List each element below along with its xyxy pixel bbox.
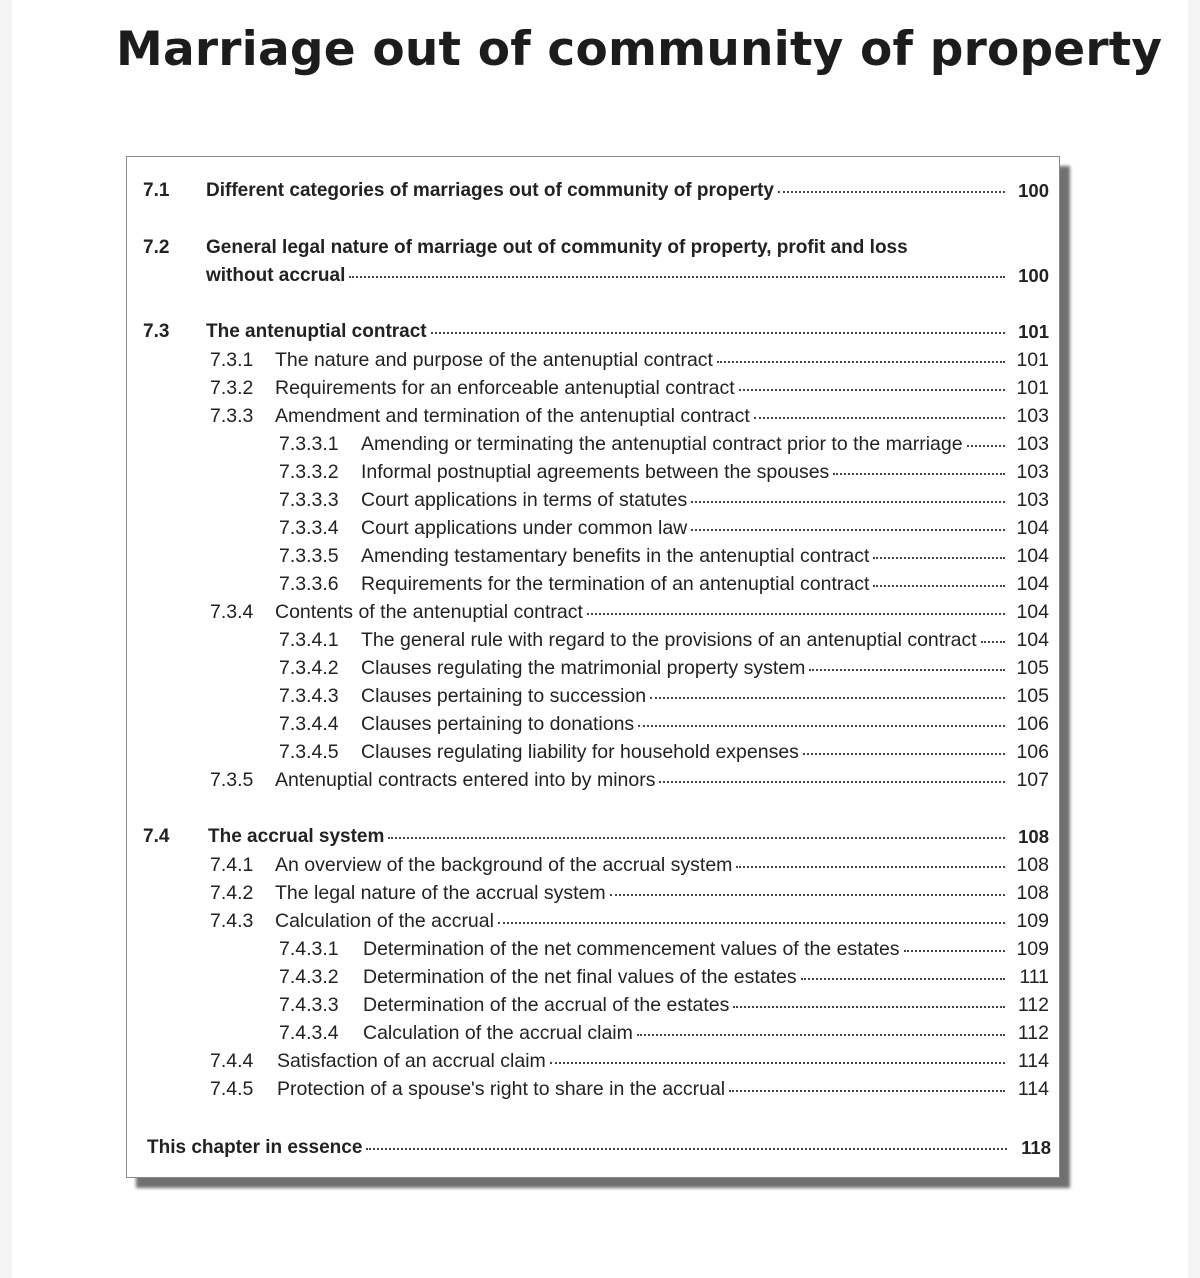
toc-number: 7.4.3.2 bbox=[279, 966, 339, 988]
toc-text: Determination of the net commencement values of the estates bbox=[363, 938, 900, 960]
toc-text: Requirements for the termination of an antenuptial contract bbox=[361, 573, 870, 595]
toc-page: 101 bbox=[1018, 321, 1049, 342]
toc-leader bbox=[206, 262, 1007, 290]
toc-leader bbox=[361, 738, 1007, 766]
toc-leader bbox=[361, 654, 1007, 682]
toc-leader bbox=[275, 598, 1007, 626]
toc-text: Satisfaction of an accrual claim bbox=[277, 1050, 546, 1072]
toc-page: 103 bbox=[1016, 461, 1049, 483]
toc-number: 7.3.4 bbox=[210, 601, 254, 623]
toc-number: 7.4.1 bbox=[210, 854, 254, 876]
toc-text: Amendment and termination of the antenuptial contract bbox=[275, 405, 750, 427]
toc-number: 7.3.3.5 bbox=[279, 545, 339, 567]
toc-number: 7.4.3.1 bbox=[279, 938, 339, 960]
toc-number: 7.3.3.4 bbox=[279, 517, 339, 539]
toc-text: Contents of the antenuptial contract bbox=[275, 601, 583, 623]
toc-number: 7.3.4.2 bbox=[279, 657, 339, 679]
toc-number: 7.4.2 bbox=[210, 882, 254, 904]
toc-leader bbox=[361, 514, 1007, 542]
toc-text: Antenuptial contracts entered into by minors bbox=[275, 769, 656, 791]
toc-page: 100 bbox=[1018, 265, 1049, 286]
toc-leader bbox=[361, 486, 1007, 514]
toc-text: Determination of the accrual of the estates bbox=[363, 994, 730, 1016]
toc-page: 104 bbox=[1016, 573, 1049, 595]
toc-page: 107 bbox=[1016, 769, 1049, 791]
toc-page: 101 bbox=[1016, 377, 1049, 399]
toc-page: 101 bbox=[1016, 349, 1049, 371]
toc-leader bbox=[147, 1134, 1009, 1162]
toc-text: Clauses regulating liability for household expenses bbox=[361, 741, 799, 763]
toc-leader bbox=[275, 402, 1007, 430]
toc-page: 108 bbox=[1016, 882, 1049, 904]
toc-text: Clauses pertaining to succession bbox=[361, 685, 647, 707]
toc-leader bbox=[275, 766, 1007, 794]
toc-page: 104 bbox=[1016, 601, 1049, 623]
toc-page: 112 bbox=[1017, 1022, 1049, 1044]
toc-page: 103 bbox=[1016, 433, 1049, 455]
toc-page: 108 bbox=[1018, 826, 1049, 847]
toc-leader bbox=[277, 1075, 1007, 1103]
toc-page: 104 bbox=[1016, 517, 1049, 539]
toc-leader bbox=[361, 458, 1007, 486]
toc-text: Requirements for an enforceable antenuptial contract bbox=[275, 377, 735, 399]
toc-number: 7.3.4.3 bbox=[279, 685, 339, 707]
toc-page: 109 bbox=[1016, 938, 1049, 960]
toc-number: 7.3.4.4 bbox=[279, 713, 339, 735]
toc-page: 104 bbox=[1016, 545, 1049, 567]
toc-number: 7.3.3.6 bbox=[279, 573, 339, 595]
toc-text: An overview of the background of the accrual system bbox=[275, 854, 733, 876]
toc-text: Clauses regulating the matrimonial property system bbox=[361, 657, 806, 679]
toc-text: Court applications in terms of statutes bbox=[361, 489, 688, 511]
toc-page: 112 bbox=[1017, 994, 1049, 1016]
toc-number: 7.3.2 bbox=[210, 377, 254, 399]
toc-page: 118 bbox=[1021, 1137, 1051, 1158]
toc-leader bbox=[363, 935, 1007, 963]
toc-number: 7.1 bbox=[143, 180, 170, 201]
toc-page: 114 bbox=[1017, 1078, 1049, 1100]
toc-leader bbox=[361, 626, 1007, 654]
toc-page: 105 bbox=[1016, 657, 1049, 679]
toc-leader bbox=[275, 346, 1007, 374]
toc-number: 7.4.4 bbox=[210, 1050, 254, 1072]
toc-number: 7.2 bbox=[143, 237, 170, 258]
toc-number: 7.3.1 bbox=[210, 349, 254, 371]
toc-page: 106 bbox=[1016, 713, 1049, 735]
toc-number: 7.3.4.5 bbox=[279, 741, 339, 763]
toc-text: Calculation of the accrual claim bbox=[363, 1022, 633, 1044]
toc-page: 108 bbox=[1016, 854, 1049, 876]
toc-leader bbox=[361, 710, 1007, 738]
table-of-contents bbox=[126, 156, 1060, 1178]
toc-page: 103 bbox=[1016, 405, 1049, 427]
toc-page: 114 bbox=[1017, 1050, 1049, 1072]
toc-number: 7.4.3.4 bbox=[279, 1022, 339, 1044]
toc-text: Clauses pertaining to donations bbox=[361, 713, 635, 735]
toc-number: 7.3.4.1 bbox=[279, 629, 339, 651]
toc-page: 104 bbox=[1016, 629, 1049, 651]
toc-number: 7.4 bbox=[143, 826, 170, 847]
toc-number: 7.3.3.1 bbox=[279, 433, 339, 455]
toc-number: 7.3 bbox=[143, 321, 170, 342]
chapter-title: Marriage out of community of property bbox=[116, 22, 1163, 77]
document-page bbox=[12, 0, 1188, 1278]
toc-text: Protection of a spouse's right to share in the accrual bbox=[277, 1078, 726, 1100]
toc-page: 106 bbox=[1016, 741, 1049, 763]
toc-page: 103 bbox=[1016, 489, 1049, 511]
toc-number: 7.3.5 bbox=[210, 769, 254, 791]
toc-text: Calculation of the accrual bbox=[275, 910, 494, 932]
toc-leader bbox=[361, 542, 1007, 570]
toc-text: The nature and purpose of the antenuptial contract bbox=[275, 349, 713, 371]
toc-text: Informal postnuptial agreements between the spouses bbox=[361, 461, 830, 483]
toc-leader bbox=[363, 1019, 1007, 1047]
toc-text: The antenuptial contract bbox=[206, 321, 427, 342]
toc-number: 7.3.3.3 bbox=[279, 489, 339, 511]
toc-leader bbox=[363, 991, 1007, 1019]
toc-leader bbox=[275, 879, 1007, 907]
toc-page: 100 bbox=[1018, 180, 1049, 201]
toc-leader bbox=[361, 570, 1007, 598]
toc-leader bbox=[275, 851, 1007, 879]
toc-text: This chapter in essence bbox=[147, 1137, 363, 1158]
toc-page: 105 bbox=[1016, 685, 1049, 707]
toc-leader bbox=[361, 430, 1007, 458]
toc-number: 7.3.3 bbox=[210, 405, 254, 427]
toc-number: 7.4.3.3 bbox=[279, 994, 339, 1016]
toc-text: Amending or terminating the antenuptial contract prior to the marriage bbox=[361, 433, 963, 455]
toc-number: 7.3.3.2 bbox=[279, 461, 339, 483]
toc-leader bbox=[275, 374, 1007, 402]
toc-text: The general rule with regard to the provisions of an antenuptial contract bbox=[361, 629, 977, 651]
toc-leader bbox=[277, 1047, 1007, 1075]
toc-text: The legal nature of the accrual system bbox=[275, 882, 606, 904]
toc-leader bbox=[208, 823, 1007, 851]
toc-leader bbox=[363, 963, 1007, 991]
toc-text: Court applications under common law bbox=[361, 517, 688, 539]
toc-leader bbox=[361, 682, 1007, 710]
toc-text: Different categories of marriages out of community of property bbox=[206, 180, 774, 201]
toc-text-line1: General legal nature of marriage out of community of property, profit and loss bbox=[206, 237, 908, 258]
toc-text: Amending testamentary benefits in the antenuptial contract bbox=[361, 545, 870, 567]
toc-page: 109 bbox=[1016, 910, 1049, 932]
toc-leader bbox=[206, 177, 1007, 205]
toc-text: Determination of the net final values of the estates bbox=[363, 966, 797, 988]
toc-number: 7.4.5 bbox=[210, 1078, 254, 1100]
toc-page: 111 bbox=[1019, 966, 1049, 988]
toc-number: 7.4.3 bbox=[210, 910, 254, 932]
toc-leader bbox=[275, 907, 1007, 935]
toc-text: without accrual bbox=[206, 265, 346, 286]
toc-leader bbox=[206, 318, 1007, 346]
toc-text: The accrual system bbox=[208, 826, 385, 847]
